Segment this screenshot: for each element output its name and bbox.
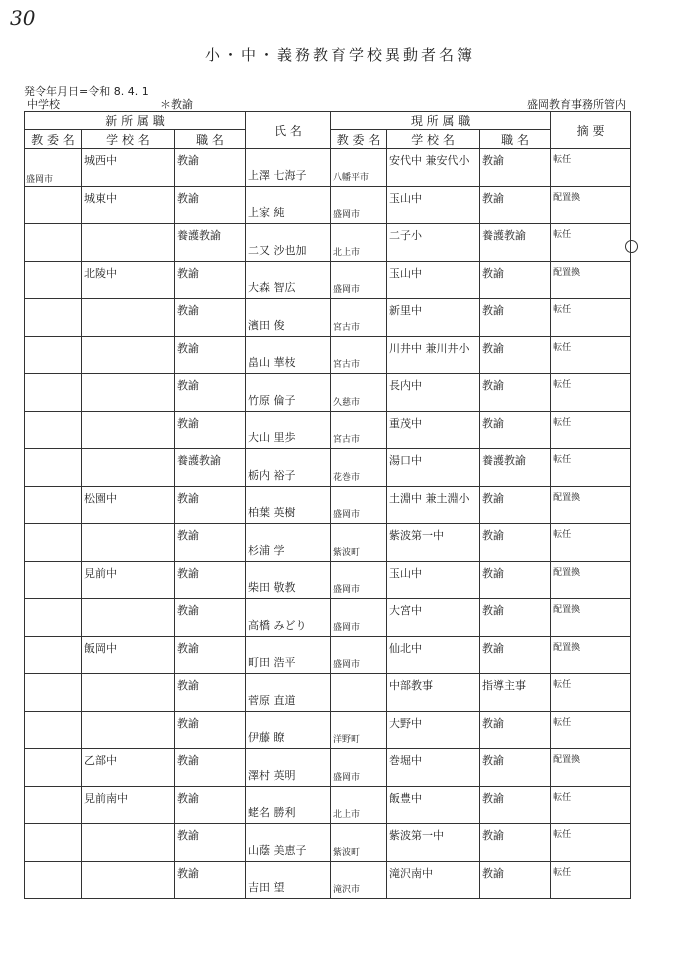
current-job-cell: 教諭 bbox=[482, 754, 505, 767]
current-board-cell: 盛岡市 bbox=[333, 660, 361, 670]
header-current-job: 職 名 bbox=[480, 130, 551, 149]
table-row bbox=[25, 749, 631, 787]
current-school-cell: 安代中 兼安代小 bbox=[389, 154, 470, 167]
remarks-cell: 転任 bbox=[553, 417, 572, 428]
current-board-cell: 盛岡市 bbox=[333, 510, 361, 520]
new-job-cell: 教諭 bbox=[177, 379, 199, 392]
current-school-cell: 大野中 bbox=[389, 716, 423, 730]
name-cell: 杉浦 学 bbox=[248, 543, 285, 557]
new-board-cell: 盛岡市 bbox=[26, 175, 54, 185]
document-title: 小・中・義務教育学校異動者名簿 bbox=[204, 46, 475, 64]
new-school-cell: 松園中 bbox=[84, 491, 117, 505]
current-school-cell: 玉山中 bbox=[389, 191, 423, 205]
current-job-cell: 教諭 bbox=[482, 491, 505, 505]
current-school-cell: 紫波第一中 bbox=[389, 829, 445, 842]
name-cell: 畠山 華枝 bbox=[248, 356, 296, 369]
current-school-cell: 湯口中 bbox=[389, 454, 423, 467]
current-board-cell: 滝沢市 bbox=[333, 885, 361, 895]
name-cell: 柴田 敬教 bbox=[248, 581, 296, 594]
new-job-cell: 教諭 bbox=[177, 154, 199, 167]
new-job-cell: 教諭 bbox=[177, 491, 199, 505]
current-job-cell: 養護教諭 bbox=[482, 454, 527, 467]
current-school-cell: 玉山中 bbox=[389, 266, 423, 280]
remarks-cell: 転任 bbox=[553, 230, 572, 240]
remarks-cell: 転任 bbox=[553, 342, 572, 353]
current-board-cell: 宮古市 bbox=[333, 322, 361, 333]
current-school-cell: 中部教事 bbox=[389, 679, 434, 692]
current-board-cell: 紫波町 bbox=[333, 547, 361, 558]
name-cell: 町田 浩平 bbox=[248, 656, 296, 669]
transfer-roster-table bbox=[24, 111, 631, 899]
table-row bbox=[25, 524, 631, 562]
new-school-cell: 城東中 bbox=[84, 191, 117, 205]
table-row bbox=[25, 186, 631, 224]
remarks-cell: 配置換 bbox=[553, 605, 581, 615]
table-row bbox=[25, 224, 631, 262]
table-row bbox=[25, 336, 631, 374]
name-cell: 菅原 直道 bbox=[248, 693, 296, 707]
table-row bbox=[25, 674, 631, 712]
current-school-cell: 滝沢南中 bbox=[389, 866, 434, 880]
remarks-cell: 配置換 bbox=[553, 642, 581, 653]
current-school-cell: 土淵中 兼土淵小 bbox=[389, 491, 470, 505]
new-job-cell: 教諭 bbox=[177, 341, 199, 355]
current-school-cell: 長内中 bbox=[389, 379, 423, 392]
table-row bbox=[25, 411, 631, 449]
roster-body bbox=[25, 149, 631, 899]
current-job-cell: 指導主事 bbox=[482, 679, 527, 692]
current-board-cell: 花巻市 bbox=[333, 472, 361, 483]
table-row bbox=[25, 599, 631, 637]
header-current-school: 学 校 名 bbox=[387, 130, 480, 149]
name-cell: 蛯名 勝利 bbox=[248, 806, 296, 819]
remarks-cell: 転任 bbox=[553, 717, 572, 728]
current-job-cell: 教諭 bbox=[482, 304, 505, 317]
current-job-cell: 教諭 bbox=[482, 416, 505, 430]
current-school-cell: 仙北中 bbox=[389, 641, 423, 655]
current-job-cell: 教諭 bbox=[482, 829, 505, 842]
current-job-cell: 教諭 bbox=[482, 604, 505, 617]
name-cell: 上家 純 bbox=[248, 206, 285, 219]
new-job-cell: 教諭 bbox=[177, 829, 199, 842]
table-row bbox=[25, 861, 631, 899]
new-school-cell: 見前南中 bbox=[84, 791, 128, 805]
current-board-cell: 盛岡市 bbox=[333, 285, 361, 295]
new-job-cell: 教諭 bbox=[177, 604, 199, 617]
new-job-cell: 教諭 bbox=[177, 416, 199, 430]
current-board-cell: 北上市 bbox=[333, 247, 361, 258]
current-board-cell: 宮古市 bbox=[333, 360, 361, 370]
new-school-cell: 城西中 bbox=[84, 154, 117, 167]
header-row-groups bbox=[25, 112, 631, 130]
current-school-cell: 重茂中 bbox=[389, 416, 423, 430]
name-cell: 栃内 裕子 bbox=[248, 468, 296, 482]
table-row bbox=[25, 486, 631, 524]
current-board-cell: 紫波町 bbox=[333, 847, 361, 858]
remarks-cell: 転任 bbox=[553, 380, 572, 390]
current-job-cell: 教諭 bbox=[482, 641, 505, 655]
table-row bbox=[25, 824, 631, 862]
current-school-cell: 二子小 bbox=[389, 229, 423, 242]
new-job-cell: 教諭 bbox=[177, 529, 199, 542]
current-job-cell: 教諭 bbox=[482, 379, 505, 392]
name-cell: 二又 沙也加 bbox=[248, 243, 307, 257]
table-row bbox=[25, 449, 631, 487]
remarks-cell: 転任 bbox=[553, 530, 572, 540]
current-job-cell: 養護教諭 bbox=[482, 229, 527, 242]
remarks-cell: 転任 bbox=[553, 830, 572, 840]
header-new-board: 教 委 名 bbox=[25, 130, 82, 149]
remarks-cell: 転任 bbox=[553, 680, 572, 690]
current-school-cell: 川井中 兼川井小 bbox=[389, 341, 470, 355]
new-school-cell: 見前中 bbox=[84, 566, 117, 580]
name-cell: 柏葉 英樹 bbox=[248, 506, 296, 519]
new-job-cell: 養護教諭 bbox=[177, 454, 221, 467]
current-school-cell: 新里中 bbox=[389, 304, 423, 317]
remarks-cell: 配置換 bbox=[553, 567, 581, 578]
current-school-cell: 大宮中 bbox=[389, 604, 423, 617]
table-row bbox=[25, 374, 631, 412]
current-job-cell: 教諭 bbox=[482, 866, 505, 880]
issue-date: 発令年月日=令和 8. 4. 1 bbox=[24, 85, 149, 98]
job-filter: ＊教諭 bbox=[160, 98, 193, 111]
header-new-school: 学 校 名 bbox=[82, 130, 175, 149]
remarks-cell: 配置換 bbox=[553, 267, 581, 278]
new-school-cell: 乙部中 bbox=[84, 754, 117, 767]
page-number: 30 bbox=[10, 6, 36, 30]
table-row bbox=[25, 561, 631, 599]
name-cell: 澤村 英明 bbox=[248, 768, 296, 782]
school-type: 中学校 bbox=[27, 98, 60, 111]
current-job-cell: 教諭 bbox=[482, 566, 505, 580]
name-cell: 竹原 倫子 bbox=[248, 393, 296, 407]
table-row bbox=[25, 636, 631, 674]
remarks-cell: 転任 bbox=[553, 155, 572, 165]
current-board-cell: 久慈市 bbox=[333, 397, 361, 408]
header-current-board: 教 委 名 bbox=[331, 130, 387, 149]
jurisdiction: 盛岡教育事務所管内 bbox=[527, 98, 626, 111]
current-board-cell: 八幡平市 bbox=[333, 172, 370, 183]
name-cell: 上澤 七海子 bbox=[248, 168, 307, 182]
current-job-cell: 教諭 bbox=[482, 529, 505, 542]
new-job-cell: 教諭 bbox=[177, 791, 199, 805]
current-school-cell: 紫波第一中 bbox=[389, 529, 445, 542]
remarks-cell: 転任 bbox=[553, 305, 572, 315]
current-board-cell: 盛岡市 bbox=[333, 210, 361, 220]
new-job-cell: 教諭 bbox=[177, 266, 199, 280]
current-school-cell: 玉山中 bbox=[389, 566, 423, 580]
current-job-cell: 教諭 bbox=[482, 266, 505, 280]
name-cell: 濱田 俊 bbox=[248, 318, 285, 332]
name-cell: 吉田 望 bbox=[248, 881, 285, 894]
header-current-group: 現 所 属 職 bbox=[331, 112, 551, 130]
remarks-cell: 配置換 bbox=[553, 192, 581, 203]
current-job-cell: 教諭 bbox=[482, 341, 505, 355]
new-job-cell: 教諭 bbox=[177, 191, 199, 205]
remarks-cell: 転任 bbox=[553, 792, 572, 803]
current-board-cell: 北上市 bbox=[333, 810, 361, 820]
name-cell: 伊藤 瞭 bbox=[248, 731, 285, 744]
new-job-cell: 教諭 bbox=[177, 754, 199, 767]
header-new-job: 職 名 bbox=[175, 130, 246, 149]
new-job-cell: 養護教諭 bbox=[177, 229, 221, 242]
current-board-cell: 宮古市 bbox=[333, 435, 361, 445]
table-row bbox=[25, 786, 631, 824]
current-board-cell: 盛岡市 bbox=[333, 772, 361, 783]
name-cell: 大山 里歩 bbox=[248, 431, 296, 444]
new-job-cell: 教諭 bbox=[177, 679, 199, 692]
name-cell: 山蔭 美恵子 bbox=[248, 843, 307, 857]
name-cell: 高橋 みどり bbox=[248, 618, 307, 632]
remarks-cell: 配置換 bbox=[553, 492, 581, 503]
current-job-cell: 教諭 bbox=[482, 791, 505, 805]
current-job-cell: 教諭 bbox=[482, 154, 505, 167]
new-school-cell: 飯岡中 bbox=[84, 641, 117, 655]
new-job-cell: 教諭 bbox=[177, 304, 199, 317]
new-school-cell: 北陵中 bbox=[84, 266, 117, 280]
table-row bbox=[25, 299, 631, 337]
current-job-cell: 教諭 bbox=[482, 191, 505, 205]
remarks-cell: 転任 bbox=[553, 455, 572, 465]
name-cell: 大森 智広 bbox=[248, 281, 296, 294]
remarks-cell: 転任 bbox=[553, 867, 572, 878]
remarks-cell: 配置換 bbox=[553, 755, 581, 765]
new-job-cell: 教諭 bbox=[177, 716, 199, 730]
new-job-cell: 教諭 bbox=[177, 566, 199, 580]
new-job-cell: 教諭 bbox=[177, 641, 199, 655]
current-school-cell: 巻堀中 bbox=[389, 754, 423, 767]
current-board-cell: 盛岡市 bbox=[333, 622, 361, 633]
current-school-cell: 飯豊中 bbox=[389, 791, 423, 805]
current-board-cell: 洋野町 bbox=[333, 735, 361, 745]
header-new-group: 新 所 属 職 bbox=[25, 112, 246, 130]
table-row bbox=[25, 711, 631, 749]
new-job-cell: 教諭 bbox=[177, 866, 199, 880]
table-row bbox=[25, 261, 631, 299]
current-board-cell: 盛岡市 bbox=[333, 585, 361, 595]
table-row bbox=[25, 149, 631, 187]
header-name: 氏 名 bbox=[246, 112, 331, 149]
current-job-cell: 教諭 bbox=[482, 716, 505, 730]
header-remarks: 摘 要 bbox=[551, 112, 631, 149]
